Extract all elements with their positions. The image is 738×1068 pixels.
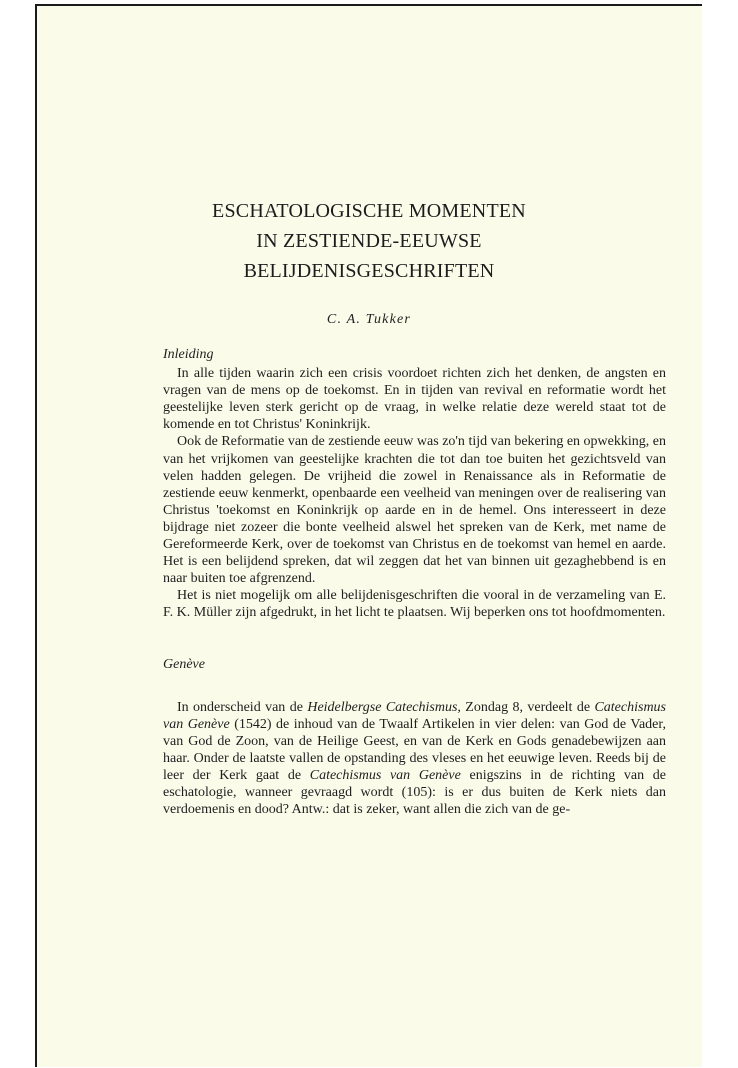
italic-title: Catechismus van Genève: [309, 767, 461, 783]
title-line-2: IN ZESTIENDE-EEUWSE: [256, 230, 482, 252]
italic-title: Catechismus van Genève: [163, 699, 667, 732]
section-heading-inleiding: Inleiding: [163, 347, 214, 362]
section-heading-geneve: Genève: [163, 656, 205, 672]
article-body: [163, 346, 666, 818]
italic-title: Heidelbergse Catechismus,: [307, 699, 461, 715]
paragraph: Ook de Reformatie van de zestiende eeuw was zo'n tijd van bekering en opwekking, en van het vrijkomen van geestelijke krachten die tot dan toe buiten het gezichtsveld van velen hadden gelegen. De vrijheid die zowel in Renaissance als in Reformatie de zestiende eeuw kenmerkt, openbaarde een veelheid van meningen over de realisering van Christus 'toekomst en Koninkrijk op aarde en in de hemel. Ons interesseert in deze bijdrage niet zozeer die bonte veelheid alswel het spreken van de Kerk, met name de Gereformeerde Kerk, over de toekomst van Christus en de toekomst van hemel en aarde. Het is een belijdend spreken, dat wil zeggen dat het van binnen uit gezaghebbend is en naar buiten toe afgrenzend.: [163, 434, 666, 587]
title-line-3: BELIJDENISGESCHRIFTEN: [243, 260, 495, 282]
paragraph: Het is niet mogelijk om alle belijdenisgeschriften die vooral in de verzameling van E. F. K. Müller zijn afgedrukt, in het licht te plaatsen. Wij beperken ons tot hoofdmomenten.: [163, 588, 666, 621]
text-run: Zondag 8, verdeelt de: [460, 699, 595, 715]
text-run: (1542) de inhoud van de Twaalf Artikelen in vier delen: van God de Vader, van God de Zoon, van de Heilige Geest, en van de Kerk en Gods genadebewijzen aan haar. Onder de laatste vallen de opstanding des vleses en het eeuwige leven. Reeds bij de leer der Kerk gaat de: [163, 716, 666, 783]
section-spacer: [163, 675, 666, 699]
section-spacer: [163, 622, 666, 656]
article-title: [0, 196, 738, 286]
author-name: C. A. Tukker: [326, 312, 412, 327]
paragraph: In alle tijden waarin zich een crisis voordoet richten zich het denken, de angsten en vragen van de mens op de toekomst. En in tijden van revival en reformatie wordt het geestelijke leven sterk gericht op de vraag, in welke relatie deze wereld staat tot de komende en tot Christus' Koninkrijk.: [163, 366, 666, 433]
title-line-1: ESCHATOLOGISCHE MOMENTEN: [212, 200, 526, 222]
text-run: enigszins in de richting van de eschatologie, wanneer gevraagd wordt (105): is er dus buiten de Kerk niets dan verdoemenis en dood? Antw.: dat is zeker, want allen die zich van de ge-: [163, 767, 667, 818]
paragraph: [163, 699, 666, 819]
text-run: In onderscheid van de: [177, 699, 308, 715]
